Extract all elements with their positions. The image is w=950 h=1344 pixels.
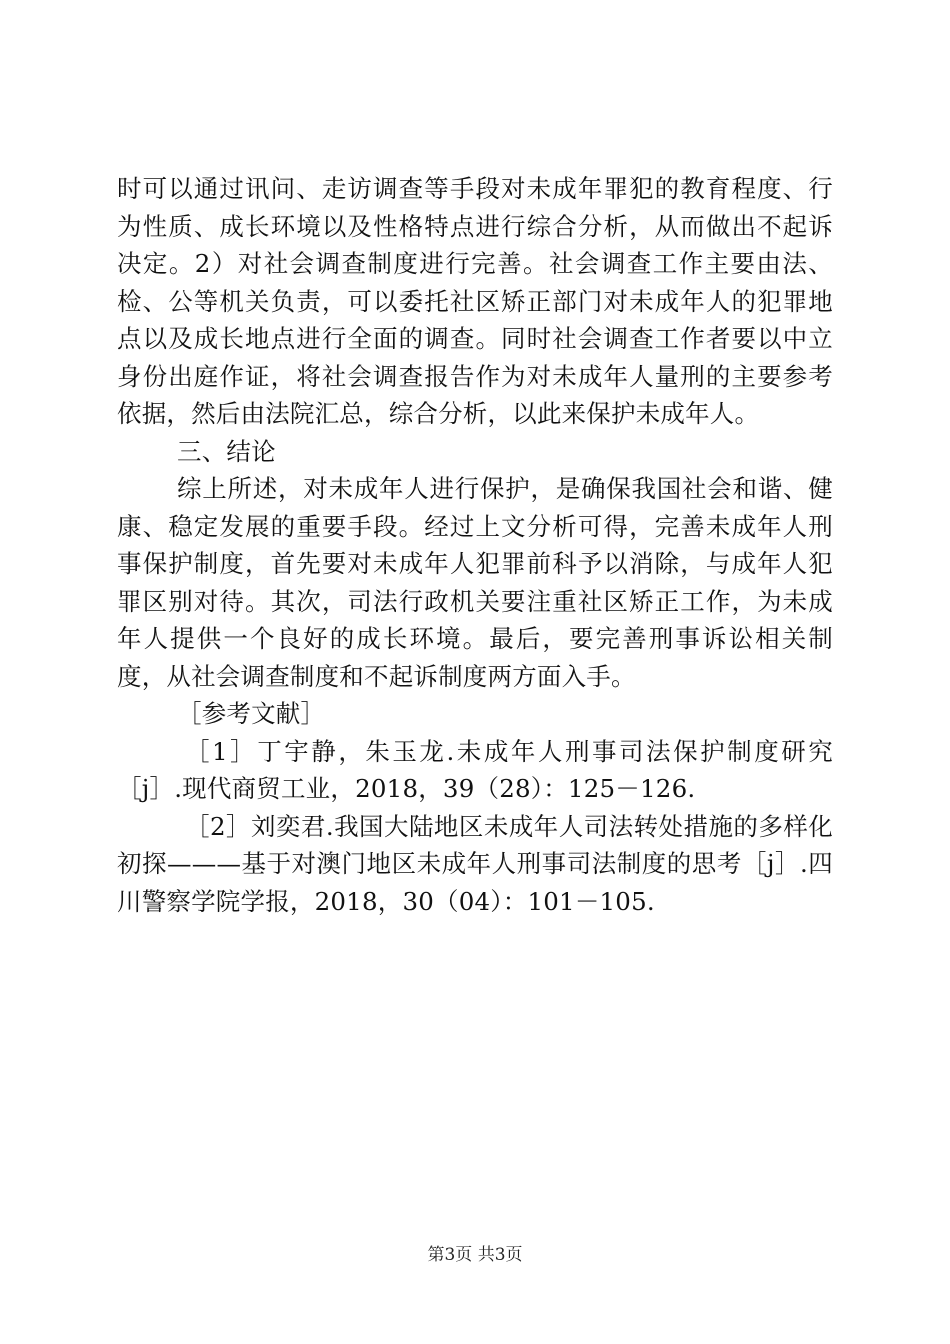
section-heading-conclusion: 三、结论 (177, 436, 276, 466)
page-footer: 第3页 共3页 (427, 1245, 523, 1265)
reference-item-2: ［2］刘奕君.我国大陆地区未成年人司法转处措施的多样化初探———基于对澳门地区未成年人刑事司法制度的思考［j］.四川警察学院学报，2018，30（04）：101－105. (117, 811, 833, 916)
references-label: ［参考文献］ (177, 699, 326, 728)
document-body (117, 170, 833, 920)
reference-item-1: ［1］丁宇静，朱玉龙.未成年人刑事司法保护制度研究［j］.现代商贸工业，2018，39（28）：125－126. (117, 736, 833, 803)
body-paragraph-continued: 时可以通过讯问、走访调查等手段对未成年罪犯的教育程度、行为性质、成长环境以及性格特点进行综合分析，从而做出不起诉决定。2）对社会调查制度进行完善。社会调查工作主要由法、检、公等机关负责，可以委托社区矫正部门对未成年人的犯罪地点以及成长地点进行全面的调查。同时社会调查工作者要以中立身份出庭作证，将社会调查报告作为对未成年人量刑的主要参考依据，然后由法院汇总，综合分析，以此来保护未成年人。 (117, 174, 833, 428)
conclusion-paragraph: 综上所述，对未成年人进行保护，是确保我国社会和谐、健康、稳定发展的重要手段。经过上文分析可得，完善未成年人刑事保护制度，首先要对未成年人犯罪前科予以消除，与成年人犯罪区别对待。其次，司法行政机关要注重社区矫正工作，为未成年人提供一个良好的成长环境。最后，要完善刑事诉讼相关制度，从社会调查制度和不起诉制度两方面入手。 (117, 474, 833, 691)
